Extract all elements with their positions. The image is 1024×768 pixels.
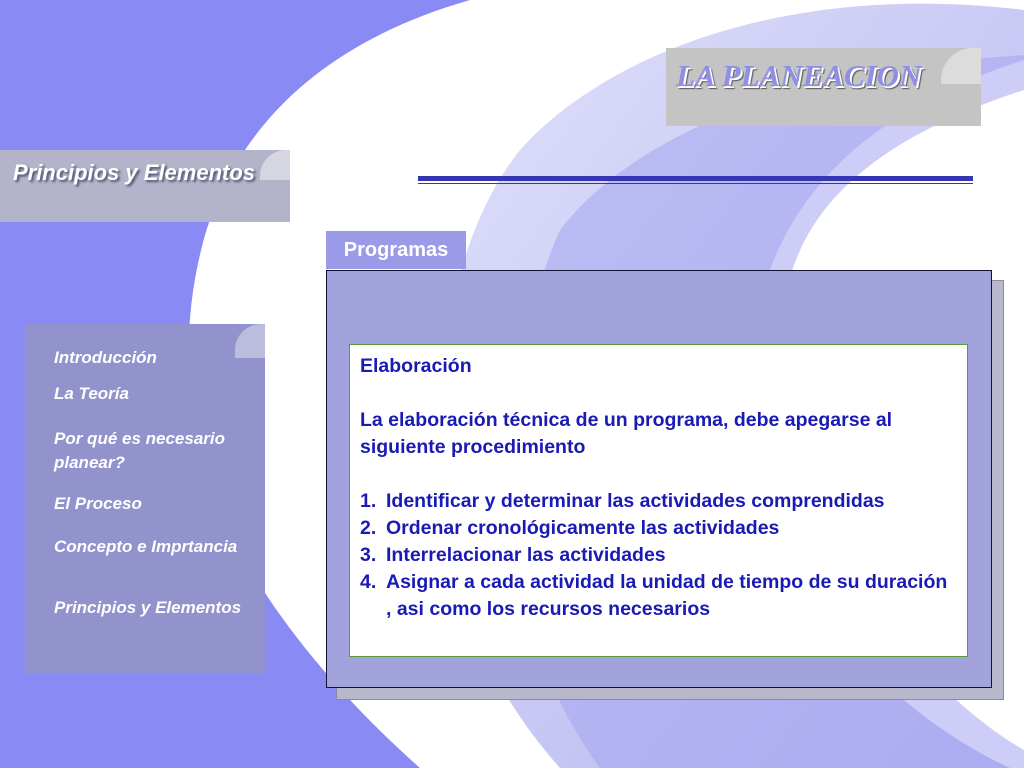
menu-item-por-que-planear[interactable]: Por qué es necesario planear? <box>54 429 226 472</box>
title-underline-thin <box>418 183 973 184</box>
menu-item-concepto-importancia[interactable]: Concepto e Imprtancia <box>54 537 238 556</box>
list-item: 3. Interrelacionar las actividades <box>360 544 666 566</box>
navigation-menu <box>25 324 265 674</box>
title-underline-thick <box>418 176 973 181</box>
section-heading-box <box>0 150 290 222</box>
section-heading: Principios y Elementos <box>12 160 256 185</box>
content-heading: Elaboración <box>360 355 472 377</box>
menu-item-la-teoria[interactable]: La Teoría <box>54 384 129 403</box>
content-text-box <box>349 344 968 657</box>
menu-item-introduccion[interactable]: Introducción <box>54 348 157 367</box>
tab-programas[interactable]: Programas <box>326 231 466 269</box>
menu-item-principios-elementos[interactable]: Principios y Elementos <box>54 598 242 617</box>
list-item: 1. Identificar y determinar las actividades comprendidas <box>360 490 885 512</box>
list-item: 4. Asignar a cada actividad la unidad de tiempo de su duración , asi como los recursos necesarios <box>360 571 948 620</box>
content-intro: La elaboración técnica de un programa, debe apegarse al siguiente procedimiento <box>360 409 893 458</box>
menu-item-el-proceso[interactable]: El Proceso <box>54 494 142 513</box>
list-item: 2. Ordenar cronológicamente las actividades <box>360 517 780 539</box>
slide-title: LA PLANEACION <box>676 58 922 93</box>
title-box-corner <box>941 48 981 84</box>
title-box <box>666 48 981 126</box>
